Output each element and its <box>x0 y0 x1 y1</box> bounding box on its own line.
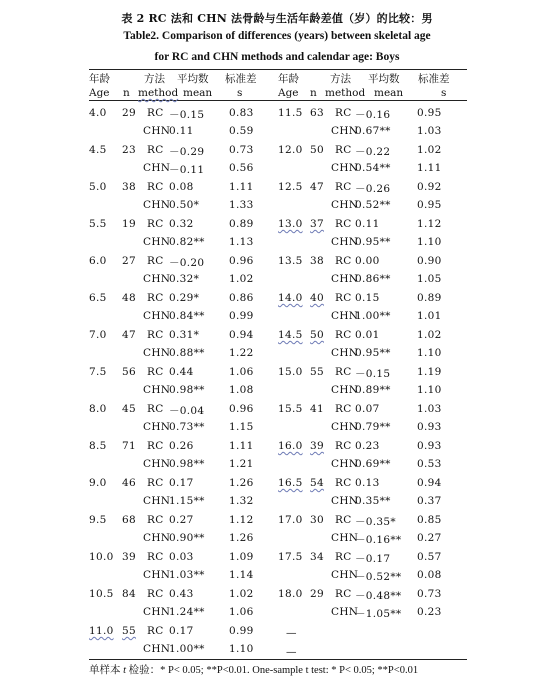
n-cell: 39 <box>122 551 136 563</box>
mean-cell: 0.95** <box>355 347 391 359</box>
age-cell: 5.5 <box>89 218 107 230</box>
n-cell: 84 <box>122 588 136 600</box>
age-cell: 12.5 <box>278 181 303 193</box>
n-cell: 54 <box>310 477 324 489</box>
age-cell: 11.5 <box>278 107 303 119</box>
sd-cell: 1.02 <box>229 273 254 285</box>
method-cell: CHN <box>143 347 171 359</box>
bottom-rule <box>89 659 467 660</box>
mean-cell: －0.17 <box>355 553 391 565</box>
mean-cell: －1.05** <box>355 608 402 620</box>
sd-cell: 0.89 <box>229 218 254 230</box>
method-cell: RC <box>147 292 164 304</box>
n-cell: 39 <box>310 440 324 452</box>
mean-cell: －0.52** <box>355 571 402 583</box>
age-cell: 8.0 <box>89 403 107 415</box>
n-cell: 47 <box>310 181 324 193</box>
header-age-en-left: Age <box>89 87 110 99</box>
header-age-en-right: Age <box>278 87 299 99</box>
sd-cell: 1.11 <box>229 440 254 452</box>
sd-cell: 0.86 <box>229 292 254 304</box>
sd-cell: 1.06 <box>229 606 254 618</box>
mean-cell: 0.32 <box>169 218 194 230</box>
mean-cell: 0.98** <box>169 458 205 470</box>
method-cell: CHN <box>331 495 359 507</box>
n-cell: 48 <box>122 292 136 304</box>
n-cell: 38 <box>310 255 324 267</box>
age-cell: 4.0 <box>89 107 107 119</box>
method-cell: RC <box>335 329 352 341</box>
method-cell: CHN <box>143 384 171 396</box>
age-cell: 14.5 <box>278 329 303 341</box>
sd-cell: 1.33 <box>229 199 254 211</box>
mean-cell: 0.17 <box>169 625 194 637</box>
sd-cell: 1.21 <box>229 458 254 470</box>
header-sd-cn-right: 标准差 <box>418 73 450 85</box>
age-cell: 6.0 <box>89 255 107 267</box>
sd-cell: 0.59 <box>229 125 254 137</box>
sd-cell: 0.93 <box>417 421 442 433</box>
footnote-mid: 检验： <box>126 665 161 676</box>
mean-cell: 0.88** <box>169 347 205 359</box>
sd-cell: 1.12 <box>229 514 254 526</box>
empty-cell-marker: — <box>286 646 297 658</box>
n-cell: 40 <box>310 292 324 304</box>
mean-cell: 0.54** <box>355 162 391 174</box>
method-cell: RC <box>147 588 164 600</box>
age-cell: 13.5 <box>278 255 303 267</box>
mean-cell: 0.69** <box>355 458 391 470</box>
mean-cell: －0.20 <box>169 257 205 269</box>
sd-cell: 0.95 <box>417 107 442 119</box>
header-mean-cn-left: 平均数 <box>177 73 209 85</box>
sd-cell: 1.09 <box>229 551 254 563</box>
method-cell: RC <box>335 403 352 415</box>
mean-cell: 1.24** <box>169 606 205 618</box>
sd-cell: 1.05 <box>417 273 442 285</box>
n-cell: 27 <box>122 255 136 267</box>
sd-cell: 0.94 <box>229 329 254 341</box>
header-s-en-right: s <box>441 87 447 99</box>
sd-cell: 0.53 <box>417 458 442 470</box>
header-method-cn-left: 方法 <box>144 73 165 85</box>
sd-cell: 0.08 <box>417 569 442 581</box>
mean-cell: 0.52** <box>355 199 391 211</box>
header-sd-cn-left: 标准差 <box>225 73 257 85</box>
age-cell: 10.5 <box>89 588 114 600</box>
n-cell: 47 <box>122 329 136 341</box>
method-cell: RC <box>147 255 164 267</box>
age-cell: 12.0 <box>278 144 303 156</box>
method-cell: CHN <box>143 421 171 433</box>
mean-cell: 0.82** <box>169 236 205 248</box>
mean-cell: －0.26 <box>355 183 391 195</box>
mean-cell: 0.15 <box>355 292 380 304</box>
mean-cell: 0.84** <box>169 310 205 322</box>
header-n-en-left: n <box>123 87 130 99</box>
age-cell: 17.0 <box>278 514 303 526</box>
sd-cell: 1.03 <box>417 403 442 415</box>
table-title-english-line1: Table2. Comparison of differences (years) between skeletal age <box>123 30 431 42</box>
age-cell: 18.0 <box>278 588 303 600</box>
sd-cell: 0.96 <box>229 255 254 267</box>
mean-cell: 0.89** <box>355 384 391 396</box>
mean-cell: 0.00 <box>355 255 380 267</box>
sd-cell: 0.83 <box>229 107 254 119</box>
mean-cell: 0.31* <box>169 329 200 341</box>
sd-cell: 0.99 <box>229 310 254 322</box>
n-cell: 55 <box>122 625 136 637</box>
method-cell: CHN <box>143 569 171 581</box>
sd-cell: 0.95 <box>417 199 442 211</box>
mean-cell: －0.16** <box>355 534 402 546</box>
header-age-cn-left: 年龄 <box>89 73 110 85</box>
header-mean-en-left: mean <box>183 87 213 99</box>
age-cell: 9.5 <box>89 514 107 526</box>
sd-cell: 0.92 <box>417 181 442 193</box>
method-cell: CHN <box>331 162 359 174</box>
sd-cell: 1.14 <box>229 569 254 581</box>
mean-cell: 0.50* <box>169 199 200 211</box>
method-cell: RC <box>147 625 164 637</box>
n-cell: 23 <box>122 144 136 156</box>
sd-cell: 0.57 <box>417 551 442 563</box>
method-cell: CHN <box>331 532 359 544</box>
method-cell: RC <box>147 440 164 452</box>
sd-cell: 0.94 <box>417 477 442 489</box>
n-cell: 19 <box>122 218 136 230</box>
mean-cell: 0.23 <box>355 440 380 452</box>
footnote-prefix: 单样本 <box>89 665 124 676</box>
sd-cell: 0.56 <box>229 162 254 174</box>
mean-cell: 0.17 <box>169 477 194 489</box>
header-n-en-right: n <box>310 87 317 99</box>
method-cell: RC <box>335 255 352 267</box>
n-cell: 50 <box>310 329 324 341</box>
method-cell: RC <box>335 218 352 230</box>
method-cell: CHN <box>331 569 359 581</box>
age-cell: 16.0 <box>278 440 303 452</box>
method-cell: RC <box>147 329 164 341</box>
n-cell: 29 <box>122 107 136 119</box>
method-cell: CHN <box>143 310 171 322</box>
age-cell: 5.0 <box>89 181 107 193</box>
mean-cell: －0.22 <box>355 146 391 158</box>
age-cell: 14.0 <box>278 292 303 304</box>
top-rule <box>89 69 467 70</box>
age-cell: 13.0 <box>278 218 303 230</box>
age-cell: 4.5 <box>89 144 107 156</box>
method-cell: RC <box>335 440 352 452</box>
header-rule <box>89 100 467 101</box>
n-cell: 45 <box>122 403 136 415</box>
sd-cell: 1.10 <box>229 643 254 655</box>
sd-cell: 1.02 <box>417 329 442 341</box>
n-cell: 56 <box>122 366 136 378</box>
sd-cell: 1.10 <box>417 384 442 396</box>
method-cell: CHN <box>331 199 359 211</box>
age-cell: 17.5 <box>278 551 303 563</box>
sd-cell: 1.02 <box>417 144 442 156</box>
table-footnote <box>89 662 418 677</box>
mean-cell: 0.73** <box>169 421 205 433</box>
sd-cell: 1.26 <box>229 477 254 489</box>
method-cell: RC <box>147 218 164 230</box>
method-cell: CHN <box>331 421 359 433</box>
sd-cell: 0.99 <box>229 625 254 637</box>
method-cell: RC <box>335 181 352 193</box>
mean-cell: －0.29 <box>169 146 205 158</box>
mean-cell: 1.15** <box>169 495 205 507</box>
mean-cell: 0.32* <box>169 273 200 285</box>
mean-cell: 0.98** <box>169 384 205 396</box>
n-cell: 37 <box>310 218 324 230</box>
method-cell: RC <box>147 181 164 193</box>
mean-cell: 1.03** <box>169 569 205 581</box>
sd-cell: 1.12 <box>417 218 442 230</box>
method-cell: CHN <box>143 458 171 470</box>
age-cell: 11.0 <box>89 625 114 637</box>
mean-cell: 0.95** <box>355 236 391 248</box>
sd-cell: 1.26 <box>229 532 254 544</box>
n-cell: 68 <box>122 514 136 526</box>
method-cell: CHN <box>331 606 359 618</box>
mean-cell: 0.79** <box>355 421 391 433</box>
age-cell: 10.0 <box>89 551 114 563</box>
method-cell: CHN <box>143 273 171 285</box>
method-cell: RC <box>335 514 352 526</box>
header-mean-cn-right: 平均数 <box>368 73 400 85</box>
sd-cell: 0.73 <box>417 588 442 600</box>
sd-cell: 0.85 <box>417 514 442 526</box>
mean-cell: －0.15 <box>169 109 205 121</box>
age-cell: 16.5 <box>278 477 303 489</box>
method-cell: RC <box>335 107 352 119</box>
table-title-english-line2: for RC and CHN methods and calendar age: Boys <box>154 51 400 63</box>
mean-cell: 0.13 <box>355 477 380 489</box>
mean-cell: 0.44 <box>169 366 194 378</box>
method-cell: RC <box>147 403 164 415</box>
mean-cell: 0.35** <box>355 495 391 507</box>
method-cell: RC <box>335 292 352 304</box>
mean-cell: 0.01 <box>355 329 380 341</box>
method-cell: RC <box>335 144 352 156</box>
n-cell: 30 <box>310 514 324 526</box>
age-cell: 7.0 <box>89 329 107 341</box>
mean-cell: 0.03 <box>169 551 194 563</box>
mean-cell: 0.90** <box>169 532 205 544</box>
sd-cell: 1.11 <box>229 181 254 193</box>
sd-cell: 1.08 <box>229 384 254 396</box>
method-cell: RC <box>147 514 164 526</box>
mean-cell: 1.00** <box>355 310 391 322</box>
age-cell: 15.5 <box>278 403 303 415</box>
method-cell: CHN <box>331 384 359 396</box>
header-mean-en-right: mean <box>374 87 404 99</box>
method-cell: RC <box>147 144 164 156</box>
mean-cell: －0.15 <box>355 368 391 380</box>
mean-cell: 0.86** <box>355 273 391 285</box>
n-cell: 63 <box>310 107 324 119</box>
n-cell: 50 <box>310 144 324 156</box>
sd-cell: 0.89 <box>417 292 442 304</box>
mean-cell: －0.16 <box>355 109 391 121</box>
sd-cell: 0.37 <box>417 495 442 507</box>
sd-cell: 0.96 <box>229 403 254 415</box>
footnote-text: * P< 0.05; **P<0.01. One-sample t test: * P< 0.05; **P<0.01 <box>160 665 419 676</box>
mean-cell: 0.43 <box>169 588 194 600</box>
sd-cell: 1.10 <box>417 347 442 359</box>
method-cell: RC <box>147 477 164 489</box>
method-cell: CHN <box>331 236 359 248</box>
sd-cell: 1.01 <box>417 310 442 322</box>
header-age-cn-right: 年龄 <box>278 73 299 85</box>
method-cell: CHN <box>143 162 171 174</box>
age-cell: 9.0 <box>89 477 107 489</box>
footnote-t: t <box>123 665 127 676</box>
method-cell: CHN <box>143 125 171 137</box>
sd-cell: 0.90 <box>417 255 442 267</box>
n-cell: 34 <box>310 551 324 563</box>
header-method-en-right: method <box>325 87 366 99</box>
method-cell: RC <box>335 588 352 600</box>
sd-cell: 1.22 <box>229 347 254 359</box>
sd-cell: 1.13 <box>229 236 254 248</box>
mean-cell: 0.07 <box>355 403 380 415</box>
age-cell: 6.5 <box>89 292 107 304</box>
header-method-cn-right: 方法 <box>330 73 351 85</box>
n-cell: 38 <box>122 181 136 193</box>
sd-cell: 0.23 <box>417 606 442 618</box>
method-cell: CHN <box>143 236 171 248</box>
mean-cell: －0.35* <box>355 516 396 528</box>
sd-cell: 1.11 <box>417 162 442 174</box>
n-cell: 55 <box>310 366 324 378</box>
sd-cell: 0.73 <box>229 144 254 156</box>
method-cell: CHN <box>331 347 359 359</box>
mean-cell: 0.11 <box>355 218 380 230</box>
header-s-en-left: s <box>237 87 243 99</box>
mean-cell: 1.00** <box>169 643 205 655</box>
age-cell: 7.5 <box>89 366 107 378</box>
method-cell: RC <box>147 551 164 563</box>
sd-cell: 0.93 <box>417 440 442 452</box>
method-cell: CHN <box>143 532 171 544</box>
method-cell: CHN <box>331 310 359 322</box>
sd-cell: 1.15 <box>229 421 254 433</box>
mean-cell: 0.27 <box>169 514 194 526</box>
method-cell: CHN <box>331 458 359 470</box>
method-cell: CHN <box>143 606 171 618</box>
age-cell: 15.0 <box>278 366 303 378</box>
sd-cell: 1.32 <box>229 495 254 507</box>
sd-cell: 1.03 <box>417 125 442 137</box>
sd-cell: 1.10 <box>417 236 442 248</box>
empty-cell-marker: — <box>286 627 297 639</box>
method-cell: CHN <box>331 125 359 137</box>
method-cell: CHN <box>143 199 171 211</box>
n-cell: 71 <box>122 440 136 452</box>
mean-cell: 0.26 <box>169 440 194 452</box>
method-cell: RC <box>335 477 352 489</box>
mean-cell: 0.29* <box>169 292 200 304</box>
n-cell: 41 <box>310 403 324 415</box>
sd-cell: 1.06 <box>229 366 254 378</box>
method-cell: RC <box>335 366 352 378</box>
header-method-en-left: method <box>138 87 179 99</box>
mean-cell: －0.11 <box>169 164 205 176</box>
method-cell: RC <box>335 551 352 563</box>
method-cell: RC <box>147 366 164 378</box>
table-title-chinese: 表 2 RC 法和 CHN 法骨龄与生活年龄差值（岁）的比较：男 <box>121 12 433 25</box>
sd-cell: 0.27 <box>417 532 442 544</box>
method-cell: CHN <box>143 643 171 655</box>
method-cell: CHN <box>143 495 171 507</box>
method-cell: CHN <box>331 273 359 285</box>
mean-cell: 0.08 <box>169 181 194 193</box>
n-cell: 46 <box>122 477 136 489</box>
sd-cell: 1.19 <box>417 366 442 378</box>
sd-cell: 1.02 <box>229 588 254 600</box>
method-cell: RC <box>147 107 164 119</box>
mean-cell: －0.48** <box>355 590 402 602</box>
mean-cell: －0.04 <box>169 405 205 417</box>
n-cell: 29 <box>310 588 324 600</box>
mean-cell: 0.67** <box>355 125 391 137</box>
age-cell: 8.5 <box>89 440 107 452</box>
mean-cell: 0.11 <box>169 125 194 137</box>
